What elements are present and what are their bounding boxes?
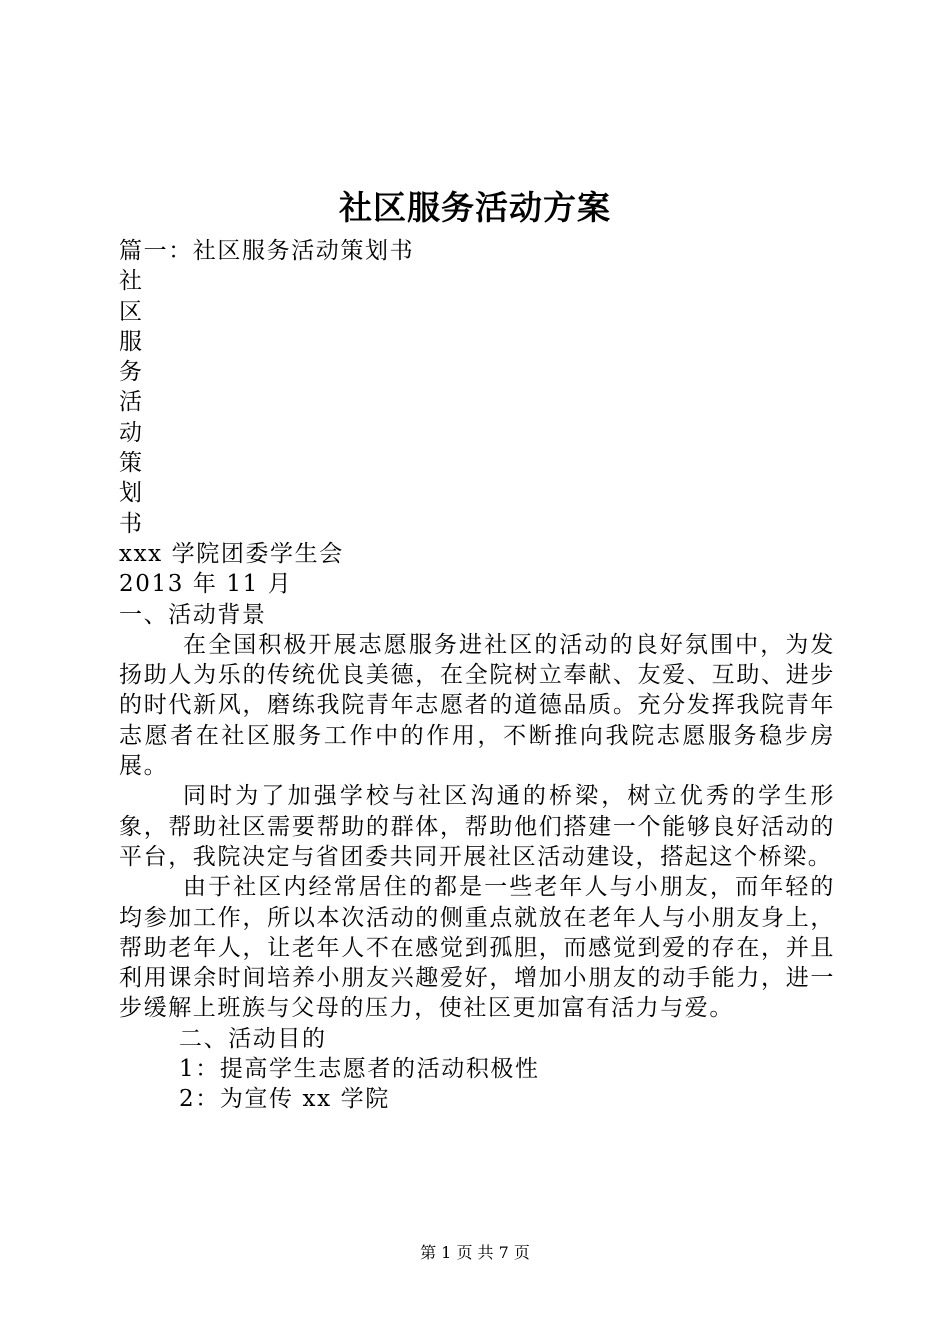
vertical-title-char: 动	[119, 419, 144, 446]
chapter-heading: 篇一：社区服务活动策划书	[119, 238, 415, 264]
section-heading-goals: 二、活动目的	[179, 1025, 327, 1052]
vertical-title-char: 策	[119, 450, 144, 477]
document-body	[119, 236, 835, 1115]
document-date: 2013 年 11 月	[119, 571, 293, 598]
paragraph-background-3: 由于社区内经常居住的都是一些老年人与小朋友，而年轻的均参加工作，所以本次活动的侧重点就放在老年人与小朋友身上，帮助老年人，让老年人不在感觉到孤胆，而感觉到爱的存在，并且利用课余时间培养小朋友兴趣爱好，增加小朋友的动手能力，进一步缓解上班族与父母的压力，使社区更加富有活力与爱。	[119, 874, 835, 1022]
vertical-title-char: 书	[119, 510, 144, 537]
vertical-title-char: 活	[119, 389, 144, 416]
page-footer: 第 1 页 共 7 页	[420, 1243, 530, 1262]
document-title: 社区服务活动方案	[339, 188, 611, 227]
vertical-title-char: 服	[119, 328, 144, 355]
paragraph-background-1: 在全国积极开展志愿服务进社区的活动的良好氛围中，为发扬助人为乐的传统优良美德，在全院树立奉献、友爱、互助、进步的时代新风，磨练我院青年志愿者的道德品质。充分发挥我院青年志愿者在社区服务工作中的作用，不断推向我院志愿服务稳步房展。	[119, 631, 835, 780]
goal-item: 1：提高学生志愿者的活动积极性	[179, 1056, 540, 1083]
section-heading-background: 一、活动背景	[119, 601, 267, 628]
vertical-title-char: 社	[119, 268, 144, 295]
paragraph-background-2: 同时为了加强学校与社区沟通的桥梁，树立优秀的学生形象，帮助社区需要帮助的群体，帮助他们搭建一个能够良好活动的平台，我院决定与省团委共同开展社区活动建设，搭起这个桥梁。	[119, 783, 835, 870]
vertical-title-char: 划	[119, 480, 144, 507]
goal-item: 2：为宣传 xx 学院	[179, 1086, 390, 1113]
vertical-title-char: 区	[119, 298, 144, 325]
organization-name: xxx 学院团委学生会	[119, 540, 344, 567]
vertical-title-char: 务	[119, 359, 144, 386]
